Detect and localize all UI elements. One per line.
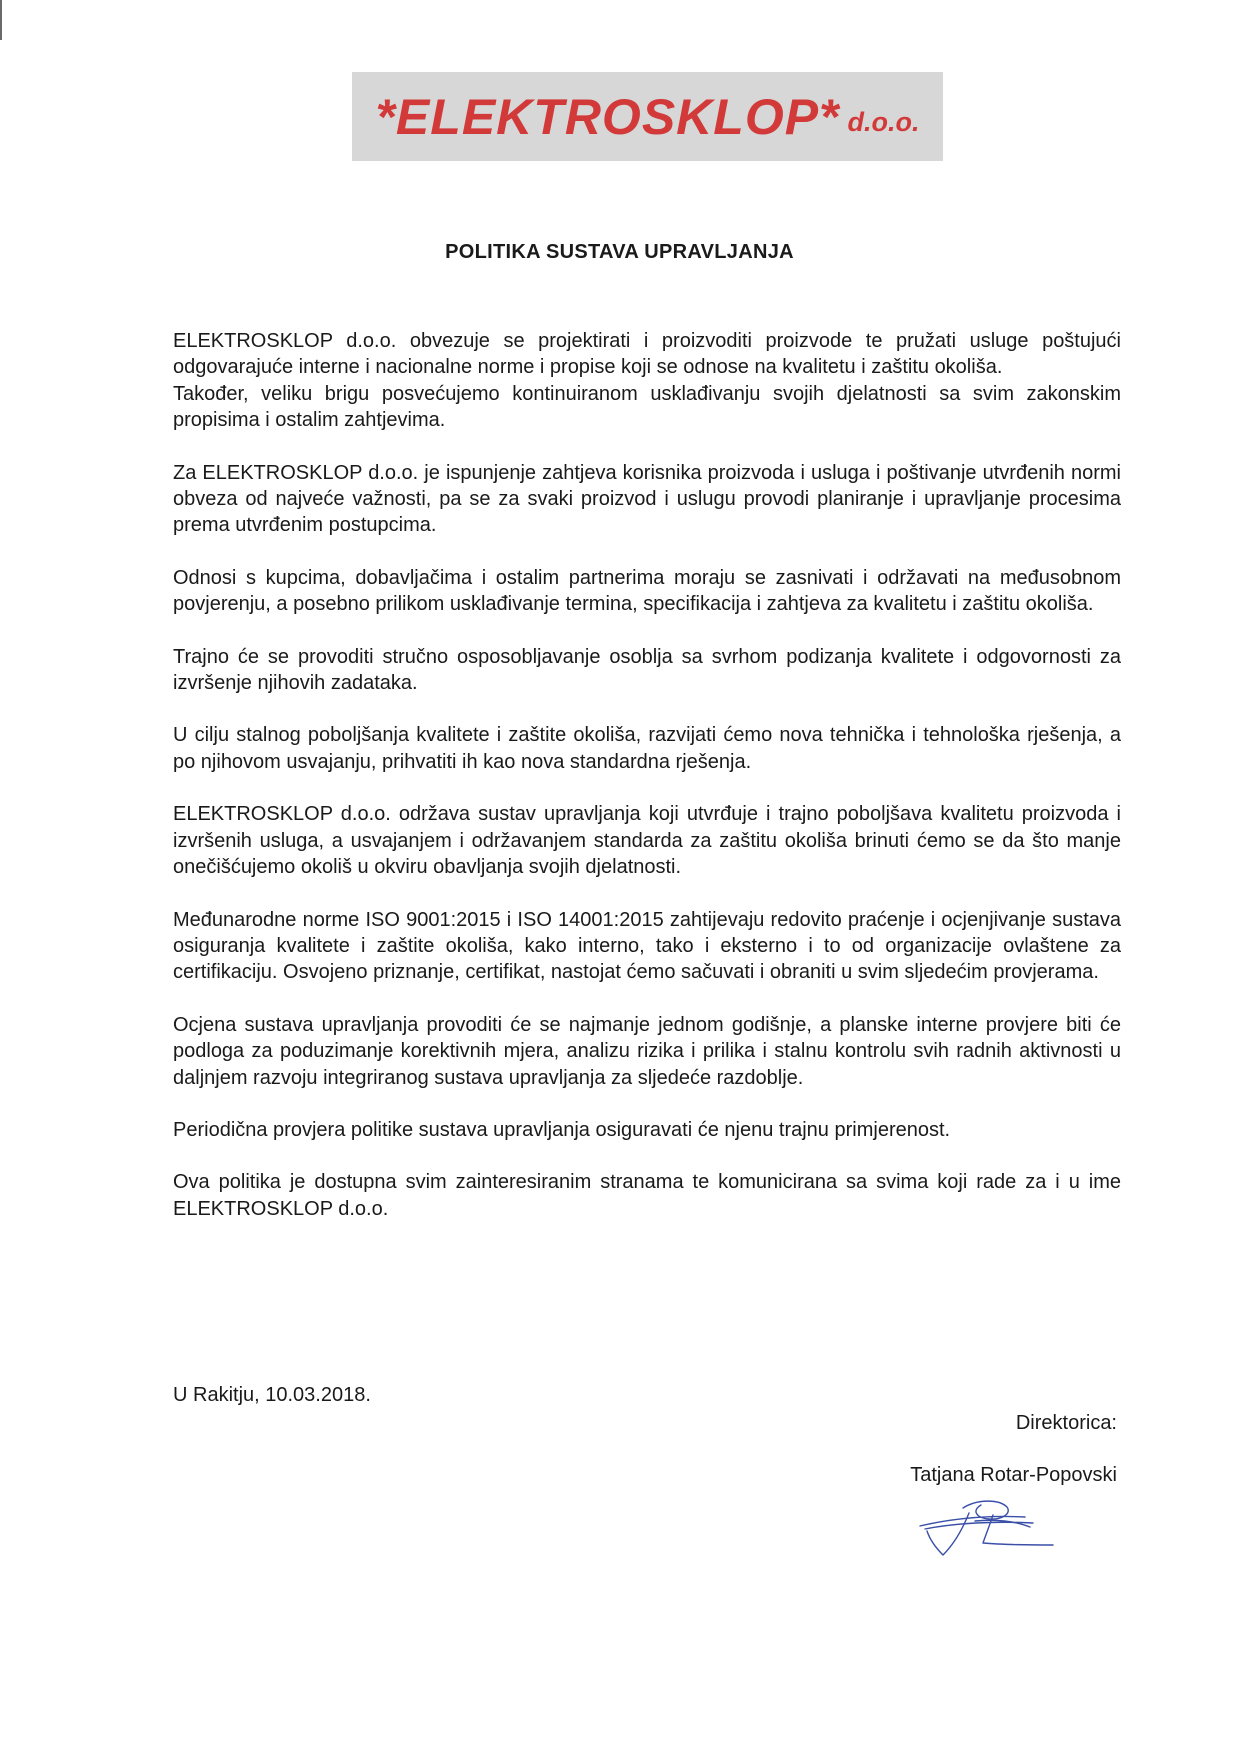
paragraph-availability: Ova politika je dostupna svim zainteresiranim stranama te komunicirana sa svima koji rade za i u ime ELEKTROSKLOP d.o.o. [173, 1171, 1121, 1220]
signature-icon [915, 1493, 1065, 1563]
paragraph-legal-compliance: Također, veliku brigu posvećujemo kontinuiranom usklađivanju svojih djelatnosti sa svim zakonskim propisima i ostalim zahtjevima. [173, 382, 1121, 432]
signatory-name: Tatjana Rotar-Popovski [910, 1464, 1117, 1486]
paragraph-management-system: ELEKTROSKLOP d.o.o. održava sustav upravljanja koji utvrđuje i trajno poboljšava kvalitetu proizvoda i izvršenih usluga, a usvajanjem i održavanjem standarda za zaštitu okoliša brinuti ćemo se da što manje onečišćujemo okoliš u okviru obavljanja svojih djelatnosti. [173, 803, 1121, 879]
document-title: POLITIKA SUSTAVA UPRAVLJANJA [445, 241, 794, 263]
paragraph-evaluation: Ocjena sustava upravljanja provoditi će se najmanje jednom godišnje, a planske interne provjere biti će podloga za poduzimanje korektivnih mjera, analizu rizika i prilika i stalnu kontrolu svih radnih aktivnosti u daljnjem razvoju integriranog sustava upravljanja za sljedeće razdoblje. [173, 1013, 1121, 1089]
signatory-role: Direktorica: [1015, 1412, 1117, 1434]
logo-suffix: d.o.o. [847, 107, 920, 137]
paragraph-iso-standards: Međunarodne norme ISO 9001:2015 i ISO 14001:2015 zahtijevaju redovito praćenje i ocjenjivanje sustava osiguranja kvalitete i zaštite okoliša, kako interno, tako i eksterno i to od organizacije ovlaštene za certifikaciju. Osvojeno priznanje, certifikat, nastojat ćemo sačuvati i obraniti u svim sljedećim provjerama. [173, 908, 1121, 984]
paragraph-periodic-review: Periodična provjera politike sustava upravljanja osiguravati će njenu trajnu primjerenost. [173, 1118, 951, 1141]
document-body [173, 328, 1121, 1222]
paragraph-commitment: ELEKTROSKLOP d.o.o. obvezuje se projektirati i proizvoditi proizvode te pružati usluge poštujući odgovarajuće interne i nacionalne norme i propise koji se odnose na kvalitetu i zaštitu okoliša. [173, 330, 1121, 379]
paragraph-customer-requirements: Za ELEKTROSKLOP d.o.o. je ispunjenje zahtjeva korisnika proizvoda i usluga i poštivanje utvrđenih normi obveza od najveće važnosti, pa se za svaki proizvod i uslugu provodi planiranje i upravljanje procesima prema utvrđenim postupcima. [173, 461, 1121, 537]
date-place: U Rakitju, 10.03.2018. [173, 1384, 371, 1406]
logo-wordmark: *ELEKTROSKLOP* [375, 88, 840, 145]
company-logo [352, 72, 943, 161]
paragraph-training: Trajno će se provoditi stručno osposobljavanje osoblja sa svrhom podizanja kvalitete i odgovornosti za izvršenje njihovih zadataka. [173, 645, 1121, 695]
paragraph-partners: Odnosi s kupcima, dobavljačima i ostalim partnerima moraju se zasnivati i održavati na međusobnom povjerenju, a posebno prilikom usklađivanje termina, specifikacija i zahtjeva za kvalitetu i zaštitu okoliša. [173, 566, 1121, 616]
page-edge-mark [0, 0, 2, 40]
paragraph-improvement: U cilju stalnog poboljšanja kvalitete i zaštite okoliša, razvijati ćemo nova tehnička i tehnološka rješenja, a po njihovom usvajanju, prihvatiti ih kao nova standardna rješenja. [173, 724, 1121, 773]
